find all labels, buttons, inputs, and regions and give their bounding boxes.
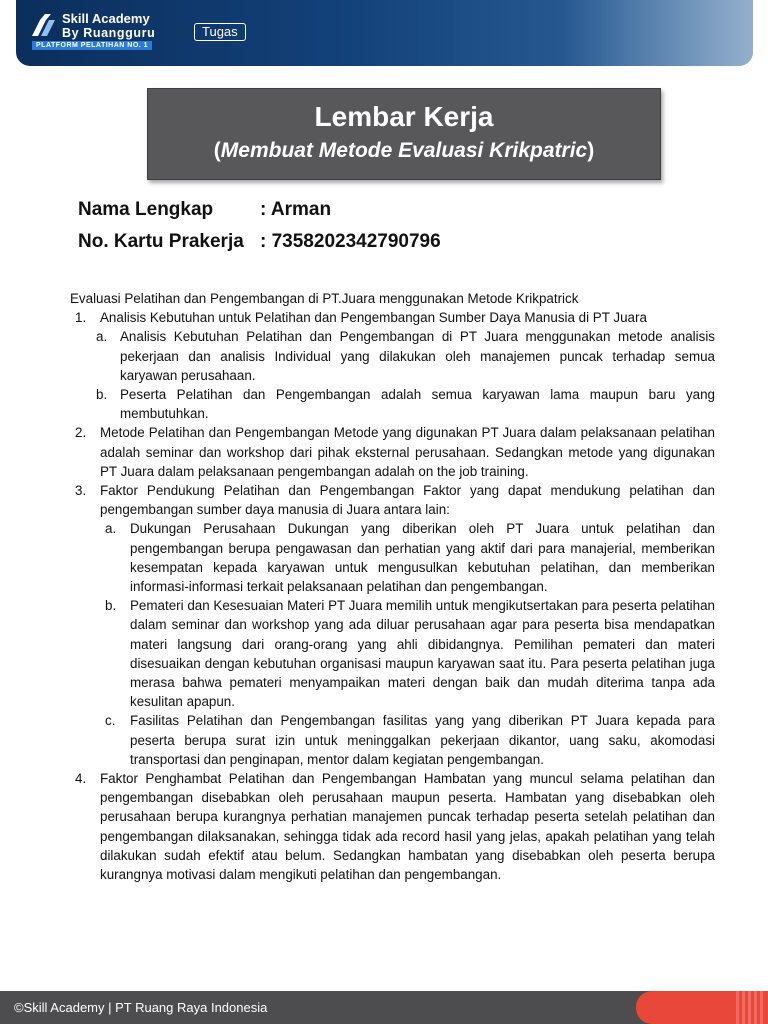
sub-list <box>100 519 715 769</box>
name-row <box>78 199 331 221</box>
sub-item-text: Dukungan Perusahaan Dukungan yang diberikan oleh PT Juara untuk pelatihan dan pengembangan berupa pengawasan dan perhatian yang aktif dari para manajerial, memberikan kesempatan kepada karyawan untuk mengusulkan kebutuhan pelatihan, dan memberikan informasi-informasi terkait pelaksanaan pelatihan dan pengembangan. <box>130 521 715 595</box>
list-item <box>70 308 715 423</box>
platform-badge: PLATFORM PELATIHAN NO. 1 <box>32 41 152 50</box>
header-banner <box>16 0 753 66</box>
header-photo <box>563 0 753 66</box>
intro-text: Evaluasi Pelatihan dan Pengembangan di PT.Juara menggunakan Metode Krikpatrick <box>70 291 579 306</box>
sub-item-text: Pemateri dan Kesesuaian Materi PT Juara memilih untuk mengikutsertakan para peserta pelatihan dalam seminar dan workshop yang ada diluar perusahaan agar para peserta bisa mendapatkan materi langsung dari orang-orang yang ahli dibidangnya. Pemilihan pemateri dan materi disesuaikan dengan kebutuhan organisasi maupun karyawan saat itu. Para peserta pelatihan juga merasa bahwa pemateri menyampaikan materi dengan baik dan mudah diterima tanpa ada kesulitan apapun. <box>130 598 715 710</box>
card-value: : 7358202342790796 <box>260 231 441 252</box>
item-text: Faktor Penghambat Pelatihan dan Pengembangan Hambatan yang muncul selama pelatihan dan pengembangan disebabkan oleh perusahaan maupun peserta. Hambatan yang disebabkan oleh perusahaan berupa kurangnya perhatian manajemen puncak terhadap peserta setelah pelatihan dan pengembangan dilaksanakan, sehingga tidak ada record hasil yang jelas, apakah pelatihan yang telah dilakukan sudah efektif atau belum. Sedangkan hambatan yang disebabkan oleh peserta berupa kurangnya motivasi dalam mengikuti pelatihan dan pengembangan. <box>100 771 715 883</box>
item-number: 1. <box>75 310 87 326</box>
subtitle-paren-open: ( <box>213 139 221 162</box>
tab-tugas[interactable]: Tugas <box>194 23 246 41</box>
sub-list-item <box>96 327 715 385</box>
page-title: Lembar Kerja <box>314 101 494 132</box>
subtitle-text: Membuat Metode Evaluasi Krikpatric <box>220 139 588 162</box>
sub-item-letter: a. <box>105 521 117 537</box>
item-text: Faktor Pendukung Pelatihan dan Pengembangan Faktor yang dapat mendukung pelatihan dan pengembangan sumber daya manusia di Juara antara lain: <box>100 483 715 518</box>
brand-line1: Skill Academy <box>62 11 150 26</box>
sub-item-letter: b. <box>105 598 117 614</box>
name-label: Nama Lengkap <box>78 199 214 220</box>
item-number: 4. <box>75 771 87 787</box>
item-text: Metode Pelatihan dan Pengembangan Metode yang digunakan PT Juara dalam pelaksanaan pelatihan adalah seminar dan workshop dari pihak eksternal perusahaan. Sedangkan metode yang digunakan PT Juara dalam pelaksanaan pengembangan adalah on the job training. <box>100 425 715 479</box>
sub-item-text: Peserta Pelatihan dan Pengembangan adalah semua karyawan lama maupun baru yang membutuhkan. <box>120 387 715 422</box>
sub-item-text: Fasilitas Pelatihan dan Pengembangan fasilitas yang yang diberikan PT Juara kepada para peserta berupa surat izin untuk meninggalkan pekerjaan dikantor, uang saku, akomodasi transportasi dan penginapan, mentor dalam kegiatan pengembangan. <box>130 713 715 767</box>
list-item <box>70 481 715 769</box>
brand-name <box>62 12 155 40</box>
sub-item-letter: c. <box>105 713 116 729</box>
footer-text: ©Skill Academy | PT Ruang Raya Indonesia <box>14 1000 268 1015</box>
sub-list-item <box>100 711 715 769</box>
card-row <box>78 231 441 253</box>
footer-bar <box>0 991 768 1024</box>
item-number: 2. <box>75 425 87 441</box>
sub-list-item <box>100 596 715 711</box>
page-subtitle <box>148 139 660 163</box>
skill-academy-logo-icon <box>32 14 58 36</box>
brand-line2: By Ruangguru <box>62 26 156 40</box>
document-body <box>70 289 715 884</box>
subtitle-paren-close: ) <box>587 139 595 162</box>
sub-item-letter: b. <box>96 387 108 403</box>
main-list <box>70 308 715 884</box>
sub-list <box>96 327 715 423</box>
list-item <box>70 423 715 481</box>
sub-item-letter: a. <box>96 329 108 345</box>
sub-list-item <box>96 385 715 423</box>
name-value: : Arman <box>260 199 332 220</box>
item-text: Analisis Kebutuhan untuk Pelatihan dan Pengembangan Sumber Daya Manusia di PT Juara <box>100 310 647 326</box>
title-box <box>147 88 661 180</box>
sub-list-item <box>100 519 715 596</box>
item-number: 3. <box>75 483 87 499</box>
sub-item-text: Analisis Kebutuhan Pelatihan dan Pengembangan di PT Juara menggunakan metode analisis pekerjaan dan analisis Individual yang dilakukan oleh manajemen puncak terhadap semua karyawan perusahaan. <box>120 329 715 383</box>
list-item <box>70 769 715 884</box>
footer-accent <box>636 991 768 1024</box>
card-label: No. Kartu Prakerja <box>78 231 244 252</box>
